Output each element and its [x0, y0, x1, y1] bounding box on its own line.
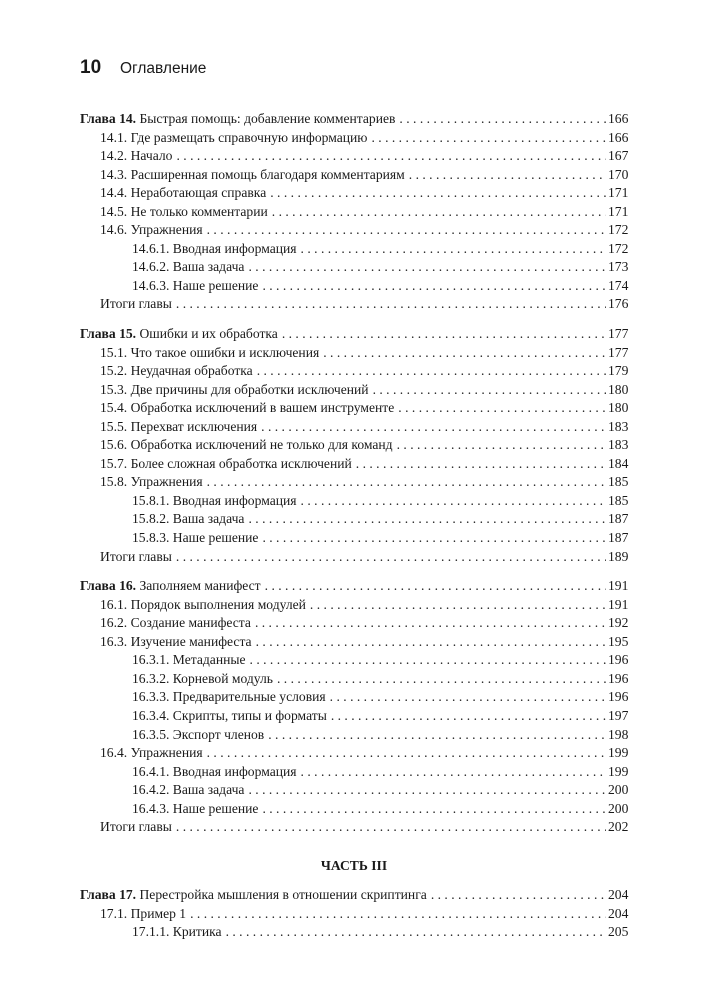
dot-leader: [207, 221, 606, 240]
entry-text: 15.8.1. Вводная информация: [132, 492, 297, 508]
entry-text: 14.6.1. Вводная информация: [132, 240, 297, 256]
page-ref: 189: [608, 548, 629, 564]
toc-entry-title: [132, 726, 264, 745]
toc-entry-title: [132, 800, 258, 819]
toc-chapter-entry[interactable]: [80, 886, 628, 905]
toc-entry-title: [132, 670, 273, 689]
page-ref: 180: [608, 381, 629, 397]
toc-entry-title: [132, 707, 327, 726]
dot-leader: [409, 166, 606, 185]
toc-subsection-entry[interactable]: [80, 651, 628, 670]
toc-subsection-entry[interactable]: [80, 763, 628, 782]
page-ref: 196: [608, 689, 629, 705]
entry-text: 16.4.3. Наше решение: [132, 800, 259, 816]
entry-text: 16.3.4. Скрипты, типы и форматы: [132, 707, 327, 723]
toc-subsection-entry[interactable]: [80, 258, 628, 277]
running-title: Оглавление: [120, 60, 207, 77]
dot-leader: [331, 707, 606, 726]
page-ref: 204: [608, 905, 629, 921]
toc-entry-title: [132, 258, 244, 277]
dot-leader: [265, 577, 606, 596]
page-ref: 197: [608, 707, 629, 723]
entry-text: 15.8. Упражнения: [100, 474, 203, 490]
toc-entry-title: [132, 277, 258, 296]
page-ref: 166: [608, 111, 629, 126]
dot-leader: [262, 529, 606, 548]
toc-section-entry[interactable]: [80, 147, 628, 166]
toc-entry-title: [100, 381, 369, 400]
dot-leader: [262, 800, 606, 819]
toc-entry-title: [132, 781, 244, 800]
toc-section-entry[interactable]: [80, 362, 628, 381]
entry-text: 14.6.2. Ваша задача: [132, 259, 245, 275]
dot-leader: [207, 473, 606, 492]
toc-section-entry[interactable]: [80, 418, 628, 437]
toc-section-entry[interactable]: [80, 436, 628, 455]
dot-leader: [176, 818, 606, 837]
dot-leader: [248, 258, 606, 277]
toc-entry-title: [100, 221, 203, 240]
page-ref: 196: [608, 670, 629, 686]
toc-subsection-entry[interactable]: [80, 529, 628, 548]
dot-leader: [371, 129, 606, 148]
entry-text: 14.6.3. Наше решение: [132, 277, 259, 293]
toc-chapter-entry[interactable]: [80, 577, 628, 596]
entry-text: 14.5. Не только комментарии: [100, 203, 268, 219]
page-ref: 199: [608, 745, 629, 761]
toc-section-entry[interactable]: [80, 548, 628, 567]
page-ref: 177: [608, 326, 629, 342]
toc-section-entry[interactable]: [80, 744, 628, 763]
dot-leader: [373, 381, 606, 400]
page-ref: 202: [608, 819, 629, 835]
dot-leader: [226, 923, 606, 942]
toc-entry-title: [132, 529, 258, 548]
toc-entry-title: [100, 436, 393, 455]
toc-section-entry[interactable]: [80, 203, 628, 222]
page-ref: 205: [608, 924, 629, 940]
toc-section-entry[interactable]: [80, 905, 628, 924]
toc-entry-title: [100, 633, 252, 652]
entry-text: 16.1. Порядок выполнения модулей: [100, 596, 306, 612]
toc-entry-title: [100, 548, 172, 567]
toc-subsection-entry[interactable]: [80, 240, 628, 259]
entry-text: 17.1.1. Критика: [132, 924, 222, 940]
toc-entry-title: [100, 455, 352, 474]
toc-section-part-3: [80, 886, 628, 942]
toc-section-entry[interactable]: [80, 596, 628, 615]
toc-subsection-entry[interactable]: [80, 923, 628, 942]
dot-leader: [262, 277, 606, 296]
toc-subsection-entry[interactable]: [80, 510, 628, 529]
entry-text: 16.4.1. Вводная информация: [132, 763, 297, 779]
toc-subsection-entry[interactable]: [80, 670, 628, 689]
toc-entry-title: [100, 744, 203, 763]
page-ref: 183: [608, 418, 629, 434]
toc-entry-title: [100, 203, 268, 222]
entry-text: 15.6. Обработка исключений не только для команд: [100, 437, 393, 453]
dot-leader: [323, 344, 606, 363]
entry-text: Итоги главы: [100, 548, 172, 564]
toc-subsection-entry[interactable]: [80, 277, 628, 296]
toc-subsection-entry[interactable]: [80, 688, 628, 707]
dot-leader: [356, 455, 606, 474]
chapter-number: Глава 16.: [80, 578, 137, 594]
entry-text: 16.4. Упражнения: [100, 745, 203, 761]
toc-subsection-entry[interactable]: [80, 492, 628, 511]
page-ref: 184: [608, 455, 629, 471]
dot-leader: [255, 614, 606, 633]
page-ref: 185: [608, 492, 629, 508]
table-of-contents: [80, 110, 628, 942]
dot-leader: [301, 763, 606, 782]
dot-leader: [270, 184, 606, 203]
toc-subsection-entry[interactable]: [80, 781, 628, 800]
dot-leader: [301, 240, 606, 259]
page-ref: 174: [608, 277, 629, 293]
page-ref: 172: [608, 240, 629, 256]
entry-text: 15.8.2. Ваша задача: [132, 511, 245, 527]
toc-entry-title: [132, 688, 326, 707]
dot-leader: [176, 295, 606, 314]
dot-leader: [176, 147, 606, 166]
toc-entry-title: [100, 614, 251, 633]
dot-leader: [397, 436, 606, 455]
toc-entry-title: [80, 110, 395, 129]
dot-leader: [431, 886, 606, 905]
entry-text: 17.1. Пример 1: [100, 905, 187, 921]
toc-entry-title: [100, 184, 266, 203]
page-ref: 200: [608, 800, 629, 816]
toc-entry-title: [100, 905, 186, 924]
toc-section-entry[interactable]: [80, 344, 628, 363]
entry-text: 16.3.1. Метаданные: [132, 652, 246, 668]
entry-text: Итоги главы: [100, 819, 172, 835]
toc-entry-title: [100, 418, 257, 437]
page-ref: 170: [608, 166, 629, 182]
page-ref: 185: [608, 474, 629, 490]
dot-leader: [248, 781, 606, 800]
entry-text: Перестройка мышления в отношении скриптинга: [136, 887, 427, 903]
page-ref: 187: [608, 530, 629, 546]
entry-text: Заполняем манифест: [136, 578, 261, 594]
entry-text: 16.2. Создание манифеста: [100, 615, 251, 631]
dot-leader: [399, 110, 606, 129]
toc-section-entry[interactable]: [80, 184, 628, 203]
toc-section-entry[interactable]: [80, 473, 628, 492]
page-ref: 204: [608, 887, 629, 903]
toc-entry-title: [100, 399, 394, 418]
toc-entry-title: [100, 362, 253, 381]
entry-text: 14.4. Неработающая справка: [100, 185, 267, 201]
page-ref: 171: [608, 185, 629, 201]
toc-entry-title: [132, 510, 244, 529]
page-ref: 191: [608, 578, 629, 594]
page-number: 10: [80, 57, 102, 78]
page-ref: 167: [608, 148, 629, 164]
toc-section-entry[interactable]: [80, 455, 628, 474]
page-ref: 171: [608, 203, 629, 219]
toc-entry-title: [80, 886, 427, 905]
page-ref: 196: [608, 652, 629, 668]
toc-section-entry[interactable]: [80, 399, 628, 418]
dot-leader: [301, 492, 606, 511]
chapter-number: Глава 14.: [80, 111, 137, 126]
dot-leader: [250, 651, 606, 670]
toc-entry-title: [100, 818, 172, 837]
toc-entry-title: [100, 147, 172, 166]
page-ref: 172: [608, 222, 629, 238]
page-ref: 173: [608, 259, 629, 275]
dot-leader: [257, 362, 606, 381]
toc-chapter-entry[interactable]: [80, 110, 628, 129]
chapter-number: Глава 17.: [80, 887, 137, 903]
entry-text: 16.3.3. Предварительные условия: [132, 689, 326, 705]
page-ref: 199: [608, 763, 629, 779]
entry-text: 15.5. Перехват исключения: [100, 418, 258, 434]
entry-text: Ошибки и их обработка: [136, 326, 278, 342]
entry-text: 14.1. Где размещать справочную информацию: [100, 129, 368, 145]
entry-text: Итоги главы: [100, 296, 172, 312]
toc-entry-title: [80, 577, 261, 596]
entry-text: 16.3.2. Корневой модуль: [132, 670, 273, 686]
toc-section-main: [80, 110, 628, 837]
toc-entry-title: [132, 240, 297, 259]
dot-leader: [190, 905, 606, 924]
page-ref: 200: [608, 782, 629, 798]
page-ref: 180: [608, 400, 629, 416]
toc-section-entry[interactable]: [80, 633, 628, 652]
page-ref: 183: [608, 437, 629, 453]
toc-section-entry[interactable]: [80, 129, 628, 148]
toc-entry-title: [100, 295, 172, 314]
toc-subsection-entry[interactable]: [80, 800, 628, 819]
entry-text: 16.3.5. Экспорт членов: [132, 726, 265, 742]
toc-entry-title: [100, 166, 405, 185]
page-ref: 177: [608, 344, 629, 360]
part-heading: ЧАСТЬ III: [320, 857, 388, 873]
entry-text: 15.8.3. Наше решение: [132, 530, 259, 546]
page-ref: 166: [608, 129, 629, 145]
toc-entry-title: [132, 763, 297, 782]
toc-entry-title: [100, 129, 367, 148]
dot-leader: [310, 596, 606, 615]
page-ref: 187: [608, 511, 629, 527]
toc-entry-title: [100, 344, 319, 363]
dot-leader: [272, 203, 606, 222]
entry-text: 15.7. Более сложная обработка исключений: [100, 455, 352, 471]
dot-leader: [330, 688, 606, 707]
toc-entry-title: [80, 325, 278, 344]
entry-text: 15.4. Обработка исключений в вашем инструменте: [100, 400, 395, 416]
entry-text: 14.2. Начало: [100, 148, 173, 164]
toc-entry-title: [132, 651, 246, 670]
entry-text: 14.3. Расширенная помощь благодаря комментариям: [100, 166, 405, 182]
toc-entry-title: [132, 923, 222, 942]
toc-section-entry[interactable]: [80, 221, 628, 240]
page-ref: 176: [608, 296, 629, 312]
toc-entry-title: [100, 596, 306, 615]
toc-section-entry[interactable]: [80, 818, 628, 837]
page-ref: 195: [608, 633, 629, 649]
entry-text: 16.3. Изучение манифеста: [100, 633, 252, 649]
dot-leader: [176, 548, 606, 567]
dot-leader: [277, 670, 606, 689]
toc-section-entry[interactable]: [80, 614, 628, 633]
toc-subsection-entry[interactable]: [80, 726, 628, 745]
toc-entry-title: [132, 492, 297, 511]
dot-leader: [256, 633, 606, 652]
chapter-number: Глава 15.: [80, 326, 137, 342]
entry-text: Быстрая помощь: добавление комментариев: [136, 111, 396, 126]
dot-leader: [261, 418, 606, 437]
entry-text: 15.1. Что такое ошибки и исключения: [100, 344, 320, 360]
page-ref: 191: [608, 596, 629, 612]
dot-leader: [268, 726, 606, 745]
toc-section-entry[interactable]: [80, 295, 628, 314]
toc-subsection-entry[interactable]: [80, 707, 628, 726]
toc-section-entry[interactable]: [80, 381, 628, 400]
page-ref: 192: [608, 615, 629, 631]
entry-text: 14.6. Упражнения: [100, 222, 203, 238]
entry-text: 15.3. Две причины для обработки исключений: [100, 381, 369, 397]
dot-leader: [282, 325, 606, 344]
toc-section-entry[interactable]: [80, 166, 628, 185]
page-ref: 179: [608, 363, 629, 379]
entry-text: 16.4.2. Ваша задача: [132, 782, 245, 798]
entry-text: 15.2. Неудачная обработка: [100, 363, 253, 379]
page-ref: 198: [608, 726, 629, 742]
toc-entry-title: [100, 473, 203, 492]
dot-leader: [398, 399, 606, 418]
toc-chapter-entry[interactable]: [80, 325, 628, 344]
dot-leader: [207, 744, 606, 763]
dot-leader: [248, 510, 606, 529]
